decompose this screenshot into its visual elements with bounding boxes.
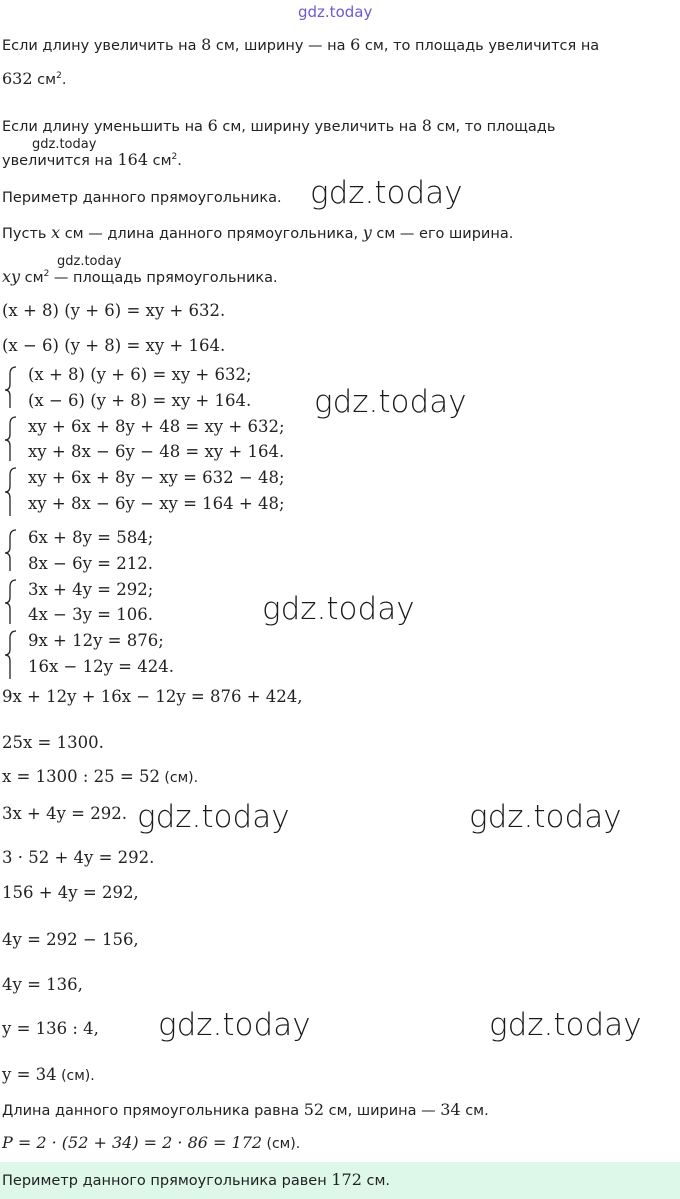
system-row: 3x + 4y = 292; <box>28 580 154 599</box>
number: 164 <box>117 150 149 169</box>
system-row: xy + 8x − 6y − xy = 164 + 48; <box>28 494 285 513</box>
variable: x <box>51 223 61 242</box>
unit: см <box>32 72 57 88</box>
text: см. <box>361 1173 391 1189</box>
expression: P = 2 · (52 + 34) = 2 · 86 = 172 <box>2 1133 263 1152</box>
superscript: 2 <box>43 269 50 280</box>
perimeter-equation <box>2 1133 300 1154</box>
system-row: xy + 6x + 8y − xy = 632 − 48; <box>28 468 285 487</box>
equation: 9x + 12y + 16x − 12y = 876 + 424, <box>2 687 303 706</box>
watermark: gdz.today <box>262 591 415 627</box>
watermark: gdz.today <box>137 799 290 835</box>
text: см, то площадь увеличится на <box>360 38 600 54</box>
text: Периметр данного прямоугольника равен <box>2 1173 332 1189</box>
number: 6 <box>350 35 361 54</box>
brace-icon <box>0 364 24 520</box>
equation: y = 136 : 4, <box>2 1019 99 1038</box>
system-row: (x − 6) (y + 8) = xy + 164. <box>28 391 252 410</box>
question: Периметр данного прямоугольника. <box>2 190 282 206</box>
equation-system-2 <box>0 527 260 683</box>
brace-icon <box>0 527 24 683</box>
number: 8 <box>421 116 432 135</box>
system-row: 16x − 12y = 424. <box>28 657 174 676</box>
unit: (см). <box>159 770 199 786</box>
equation: 4y = 136, <box>2 975 83 994</box>
expression: x = 1300 : 25 = 52 <box>2 767 160 786</box>
watermark-top: gdz.today <box>298 3 373 21</box>
result-statement <box>2 1101 489 1120</box>
variable: xy <box>2 267 21 286</box>
equation: 3x + 4y = 292. <box>2 804 127 823</box>
area-statement <box>2 268 278 287</box>
text: см — его ширина. <box>371 226 514 242</box>
number: 632 <box>2 69 33 88</box>
text: см, ширину — на <box>211 38 351 54</box>
number: 6 <box>207 116 218 135</box>
equation: 4y = 292 − 156, <box>2 930 139 949</box>
equation: 156 + 4y = 292, <box>2 883 139 902</box>
text: см. <box>460 1103 489 1119</box>
equation <box>2 767 198 788</box>
expression: y = 34 <box>2 1065 57 1084</box>
let-statement <box>2 224 513 243</box>
superscript: 2 <box>56 71 62 82</box>
condition-line-4 <box>2 151 182 170</box>
watermark: gdz.today <box>158 1007 311 1043</box>
condition-line-3 <box>2 117 555 136</box>
number: 34 <box>440 1100 461 1119</box>
text: . <box>61 72 67 88</box>
unit: см <box>20 270 44 286</box>
variable: y <box>362 223 372 242</box>
text: Если длину увеличить на <box>2 38 202 54</box>
number: 52 <box>303 1100 325 1119</box>
text: увеличится на <box>2 153 118 169</box>
equation: 25x = 1300. <box>2 733 104 752</box>
number: 8 <box>201 35 212 54</box>
watermark: gdz.today <box>310 175 463 211</box>
system-row: xy + 8x − 6y − 48 = xy + 164. <box>28 442 285 461</box>
text: см — длина данного прямоугольника, <box>60 226 363 242</box>
equation: (x + 8) (y + 6) = xy + 632. <box>2 301 226 320</box>
text: Длина данного прямоугольника равна <box>2 1103 304 1119</box>
condition-line-1 <box>2 36 599 55</box>
answer-text <box>2 1171 390 1190</box>
text: — площадь прямоугольника. <box>49 270 278 286</box>
watermark: gdz.today <box>489 1007 642 1043</box>
system-row: 4x − 3y = 106. <box>28 605 153 624</box>
watermark: gdz.today <box>32 137 97 152</box>
watermark: gdz.today <box>314 384 467 420</box>
number: 172 <box>331 1170 362 1189</box>
equation <box>2 1065 95 1086</box>
condition-line-2 <box>2 70 66 89</box>
unit: см <box>148 153 172 169</box>
text: см, ширина — <box>324 1103 441 1119</box>
system-row: xy + 6x + 8y + 48 = xy + 632; <box>28 417 285 436</box>
equation: 3 · 52 + 4y = 292. <box>2 848 155 867</box>
watermark: gdz.today <box>469 799 622 835</box>
text: Если длину уменьшить на <box>2 119 208 135</box>
text: . <box>177 153 182 169</box>
unit: (см). <box>262 1136 301 1152</box>
system-row: 6x + 8y = 584; <box>28 528 154 547</box>
unit: (см). <box>56 1068 95 1084</box>
system-row: 8x − 6y = 212. <box>28 554 153 573</box>
watermark: gdz.today <box>57 254 122 269</box>
equation: (x − 6) (y + 8) = xy + 164. <box>2 336 226 355</box>
text: Пусть <box>2 226 52 242</box>
text: см, ширину увеличить на <box>217 119 422 135</box>
system-row: 9x + 12y = 876; <box>28 631 164 650</box>
superscript: 2 <box>171 152 178 163</box>
text: см, то площадь <box>431 119 556 135</box>
system-row: (x + 8) (y + 6) = xy + 632; <box>28 365 252 384</box>
equation-system-1 <box>0 364 330 520</box>
